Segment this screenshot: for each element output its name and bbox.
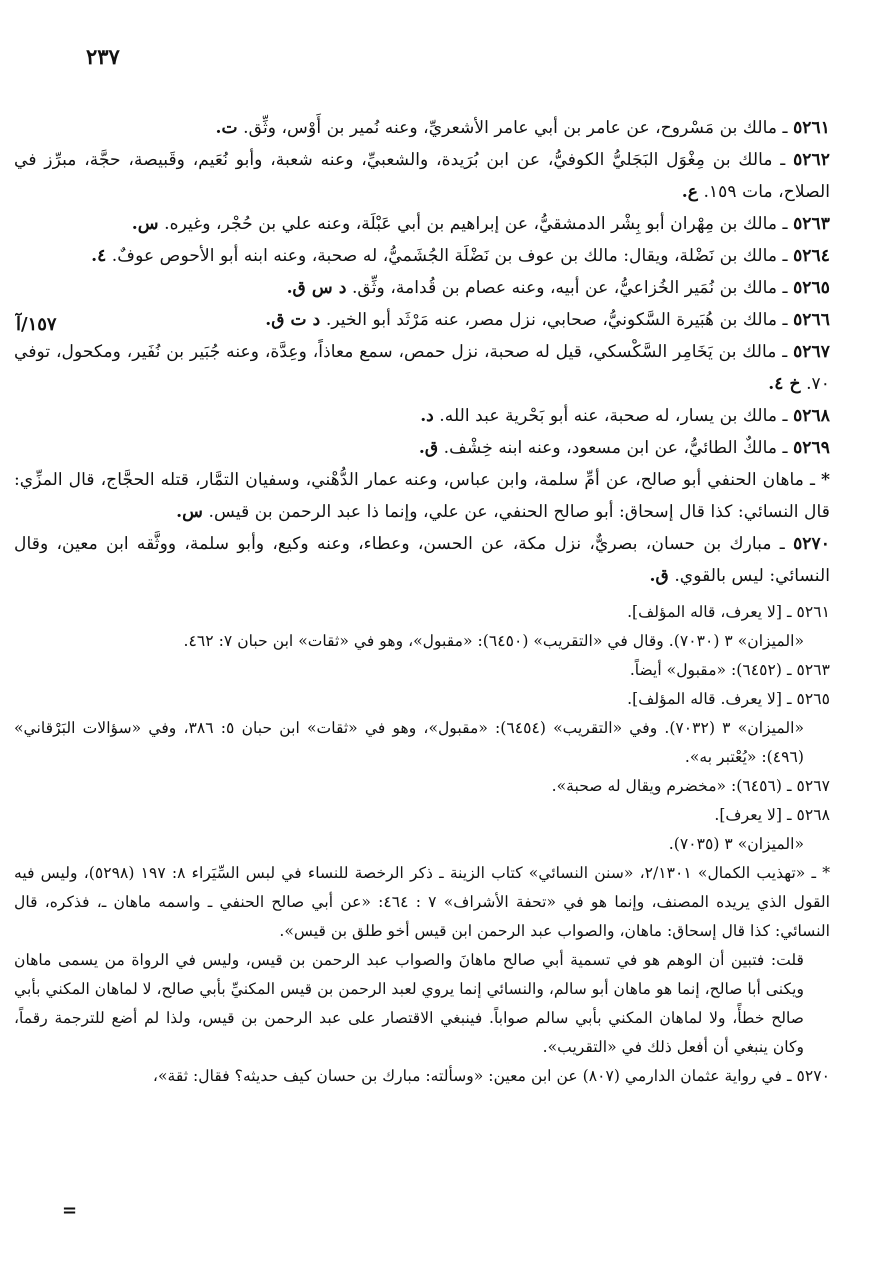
main-text (14, 112, 830, 592)
note-5270: ٥٢٧٠ ـ في رواية عثمان الدارمي (٨٠٧) عن ابن معين: «وسألته: مبارك بن حسان كيف حديثه؟ فقال: ثقة»، (152, 1067, 830, 1085)
note-5263: ٥٢٦٣ ـ (٦٤٥٢): «مقبول» أيضاً. (629, 661, 830, 679)
entry-mahan: * ـ ماهان الحنفي أبو صالح، عن أمِّ سلمة، وابن عباس، وعنه عمار الدُّهْني، وسفيان التمَّار، قتله الحجَّاج، قال المزِّي: قال النسائي: كذا قال إسحاق: أبو صالح الحنفي، عن علي، وإنما ذا عبد الرحمن بن قيس. س. (14, 470, 830, 522)
entry-5265: ٥٢٦٥ ـ مالك بن نُمَير الخُزاعيُّ، عن أبيه، وعنه عصام بن قُدامة، وثِّق. د س ق. (286, 278, 830, 298)
note-mahan: * ـ «تهذيب الكمال» ٢/١٣٠١، «سنن النسائي» كتاب الزينة ـ ذكر الرخصة للنساء في لبس السِّيَراء ٨: ١٩٧ (٥٢٩٨)، وليس فيه القول الذي يريده المصنف، وإنما هو في «تحفة الأشراف» ٧ : ٤٦٤: «عن أبي صالح الحنفي ـ واسمه ماهان ـ، فذكره، قال النسائي: كذا قال إسحاق: ماهان، والصواب عبد الرحمن ابن قيس أخو طلق بن قيس». (14, 864, 830, 940)
entry-5262: ٥٢٦٢ ـ مالك بن مِغْوَل البَجَليُّ الكوفيُّ، عن ابن بُرَيدة، والشعبيِّ، وعنه شعبة، وأبو نُعَيم، وقَبيصة، حجَّة، مبرِّز في الصلاح، مات ١٥٩. ع. (14, 150, 830, 202)
note-5267: ٥٢٦٧ ـ (٦٤٥٦): «مخضرم ويقال له صحبة». (551, 777, 830, 795)
note-5261-body: «الميزان» ٣ (٧٠٣٠). وقال في «التقريب» (٦٤٥٠): «مقبول»، وهو في «ثقات» ابن حبان ٧: ٤٦٢. (183, 632, 804, 650)
entry-5264: ٥٢٦٤ ـ مالك بن نَضْلة، ويقال: مالك بن عوف بن نَضْلَة الجُشَميُّ، له صحبة، وعنه ابنه أبو الأحوص عوفٌ. ٤. (91, 246, 830, 266)
entry-5261: ٥٢٦١ ـ مالك بن مَسْروح، عن عامر بن أبي عامر الأشعريِّ، وعنه نُمير بن أَوْس، وثِّق. ت. (215, 118, 830, 138)
note-5268-body: «الميزان» ٣ (٧٠٣٥). (668, 835, 804, 853)
page-number: ٢٣٧ (86, 44, 120, 69)
entry-5270: ٥٢٧٠ ـ مبارك بن حسان، بصريٌّ، نزل مكة، عن الحسن، وعطاء، وعنه وكيع، وأبو سلمة، ووثَّقه ابن معين، وقال النسائي: ليس بالقوي. ق. (14, 534, 830, 586)
note-mahan-commentary: قلت: فتبين أن الوهم هو في تسمية أبي صالح ماهانَ والصواب عبد الرحمن بن قيس، وليس في الرواة من يسمى ماهان ويكنى أبا صالح، إنما هو ماهان أبو سالم، والنسائي إنما يروي لعبد الرحمن بن قيس المكنيِّ بأبي صالح، لا لماهان المكني بأبي صالح خطأً، ولا لماهان المكني بأبي سالم صواباً. فينبغي الاقتصار على عبد الرحمن بن قيس، ولذا لم أضع للترجمة رقماً، وكان ينبغي أن أفعل ذلك في «التقريب». (14, 951, 805, 1056)
entry-5267: ٥٢٦٧ ـ مالك بن يَخَامِر السَّكْسكي، قيل له صحبة، نزل حمص، سمع معاذاً، وعِدَّة، وعنه جُبَير بن نُفَير، ومكحول، توفي ٧٠. خ ٤. (14, 342, 830, 394)
note-5268-head: ٥٢٦٨ ـ [لا يعرف]. (714, 806, 830, 824)
entry-5269: ٥٢٦٩ ـ مالكٌ الطائيُّ، عن ابن مسعود، وعنه ابنه خِشْف. ق. (418, 438, 830, 458)
note-5265-head: ٥٢٦٥ ـ [لا يعرف. قاله المؤلف]. (627, 690, 830, 708)
entry-5266: ٥٢٦٦ ـ مالك بن هُبَيرة السَّكونيُّ، صحابي، نزل مصر، عنه مَرْثَد أبو الخير. د ت ق. (265, 310, 830, 330)
note-5261-head: ٥٢٦١ ـ [لا يعرف، قاله المؤلف]. (627, 603, 830, 621)
footnotes (14, 598, 830, 1091)
note-5265-body: «الميزان» ٣ (٧٠٣٢). وفي «التقريب» (٦٤٥٤): «مقبول»، وهو في «ثقات» ابن حبان ٥: ٣٨٦، وفي «سؤالات البَرْقاني» (٤٩٦): «يُعْتبر به». (14, 719, 804, 766)
margin-continuation-mark: = (62, 1200, 78, 1221)
margin-folio-note: ١٥٧/آ (16, 314, 57, 335)
entry-5263: ٥٢٦٣ ـ مالك بن مِهْران أبو بِشْر الدمشقيُّ، عن إبراهيم بن أبي عَبْلَة، وعنه علي بن حُجْر، وغيره. س. (131, 214, 830, 234)
entry-5268: ٥٢٦٨ ـ مالك بن يسار، له صحبة، عنه أبو بَحْرية عبد الله. د. (420, 406, 830, 426)
